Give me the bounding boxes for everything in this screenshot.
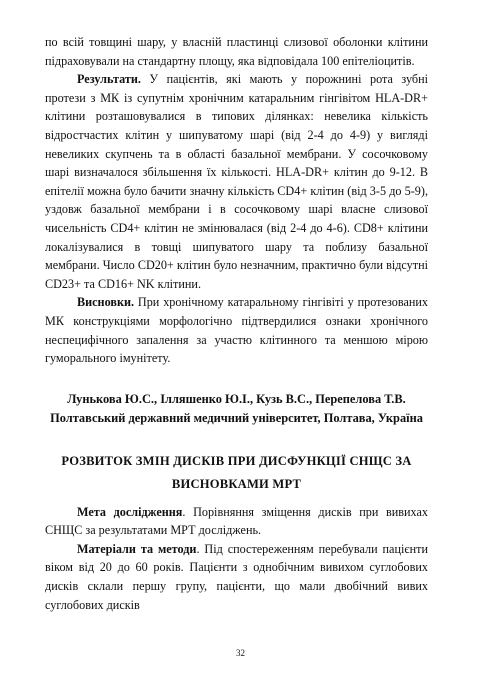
conclusions-text: При хронічному катаральному гінгівіті у протезованих МК конструкціями морфологічно підтвердилися ознаки хронічного неспецифічного запалення за участю клітинного та меншою мірою гуморального імунітету.	[45, 295, 428, 366]
aim-paragraph	[45, 503, 428, 540]
results-paragraph	[45, 70, 428, 293]
methods-paragraph	[45, 540, 428, 614]
conclusions-paragraph	[45, 293, 428, 367]
methods-label: Матеріали та методи	[77, 541, 197, 556]
intro-paragraph: по всій товщині шару, у власній пластинці слизової оболонки клітини підраховували на стандартну площу, яка відповідала 100 епітеліоцитів.	[45, 35, 428, 68]
authors-line: Лунькова Ю.С., Ілляшенко Ю.І., Кузь В.С., Перепелова Т.В.	[67, 391, 406, 406]
affiliation-line: Полтавський державний медичний університет, Полтава, Україна	[50, 410, 423, 425]
results-label: Результати.	[77, 72, 141, 87]
conclusions-label: Висновки.	[77, 295, 135, 310]
page-number: 32	[236, 648, 245, 658]
article-title: РОЗВИТОК ЗМІН ДИСКІВ ПРИ ДИСФУНКЦІЇ СНЩС ЗА ВИСНОВКАМИ МРТ	[61, 453, 412, 491]
aim-label: Мета дослідження	[77, 504, 183, 519]
aim-text: . Порівняння зміщення дисків при вивихах СНЩС за результатами МРТ досліджень.	[45, 504, 428, 538]
methods-text: . Під спостереженням перебували пацієнти віком від 20 до 60 років. Пацієнти з однобічним вивихом суглобових дисків склали першу групу, пацієнти, що мали двобічний вивих суглобових дисків	[45, 541, 428, 612]
results-text: У пацієнтів, які мають у порожнині рота зубні протези з МК із супутнім хронічним катаральним гінгівітом HLA-DR+ клітини розташовувалися в типових ділянках: невелика кількість відростчастих клітин у шипуватому шарі (від 2-4 до 4-9) у вигляді невеликих скупчень та в області базальної мембрани. У сосочковому шарі визначалося збільшення їх кількості. HLA-DR+ клітин до 9-12. В епітелії можна було бачити значну кількість CD4+ клітин (від 3-5 до 5-9), уздовж базальної мембрани і в сосочковому шарі власне слизової чисельність CD4+ клітин не змінювалася (від 2-4 до 4-6). CD8+ клітини локалізувалися в товщі шипуватого шару та поблизу базальної мембрани. Число CD20+ клітин було незначним, практично були відсутні CD23+ та CD16+ NK клітини.	[45, 72, 428, 291]
